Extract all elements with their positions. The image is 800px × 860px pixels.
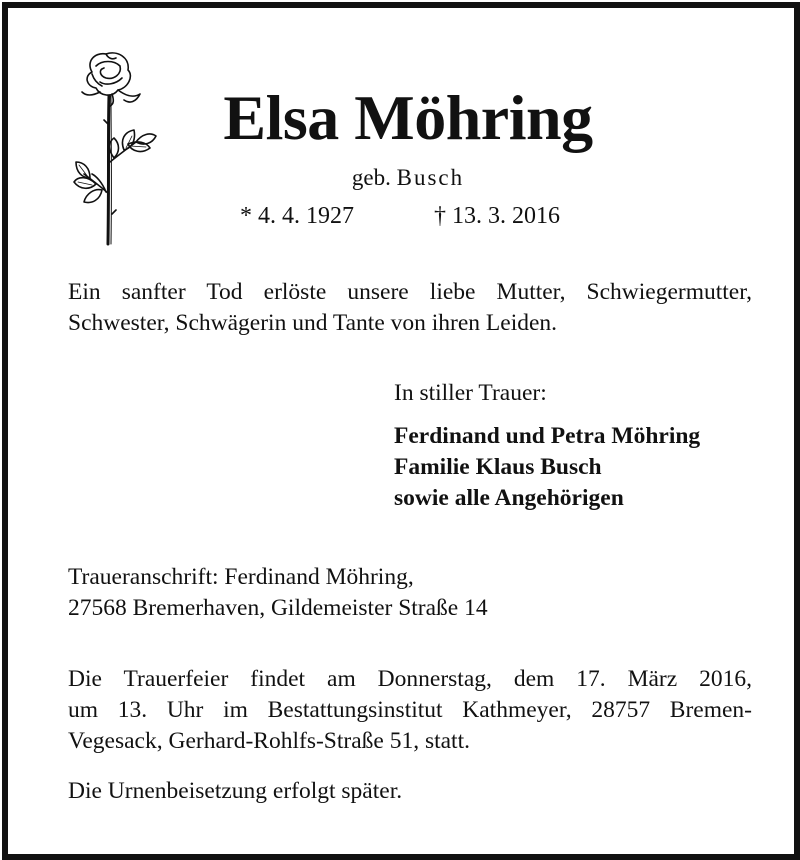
address-line: Traueranschrift: Ferdinand Möhring, <box>68 564 414 590</box>
ceremony-paragraph <box>68 664 752 757</box>
mourning-label: In stiller Trauer: <box>394 380 547 406</box>
mourner-entry: sowie alle Angehörigen <box>394 485 624 511</box>
intro-line: Ein sanfter Tod erlöste unsere liebe Mutter, Schwiegermutter, <box>68 279 752 305</box>
address-line: 27568 Bremerhaven, Gildemeister Straße 14 <box>68 595 488 621</box>
birth-date: * 4. 4. 1927 <box>240 203 354 229</box>
mourners-list <box>394 421 700 514</box>
birth-name-prefix: geb. <box>351 165 391 190</box>
ceremony-line: Die Trauerfeier findet am Donnerstag, dem 17. März 2016, <box>68 666 752 692</box>
obituary-frame <box>2 2 800 860</box>
ceremony-line: Vegesack, Gerhard-Rohlfs-Straße 51, statt. <box>68 728 470 754</box>
mourning-address <box>68 562 752 624</box>
mourner-entry: Ferdinand und Petra Möhring <box>394 423 701 449</box>
deceased-name: Elsa Möhring <box>223 82 593 153</box>
birth-name <box>158 163 658 193</box>
mourner-entry: Familie Klaus Busch <box>394 454 602 480</box>
death-date: † 13. 3. 2016 <box>434 203 560 229</box>
ceremony-line: um 13. Uhr im Bestattungsinstitut Kathmeyer, 28757 Bremen- <box>68 697 752 723</box>
urn-burial-note: Die Urnenbeisetzung erfolgt später. <box>68 778 403 804</box>
intro-paragraph <box>68 277 752 339</box>
birth-surname: Busch <box>396 165 465 190</box>
rose-icon <box>62 44 162 254</box>
intro-line: Schwester, Schwägerin und Tante von ihren Leiden. <box>68 310 558 336</box>
